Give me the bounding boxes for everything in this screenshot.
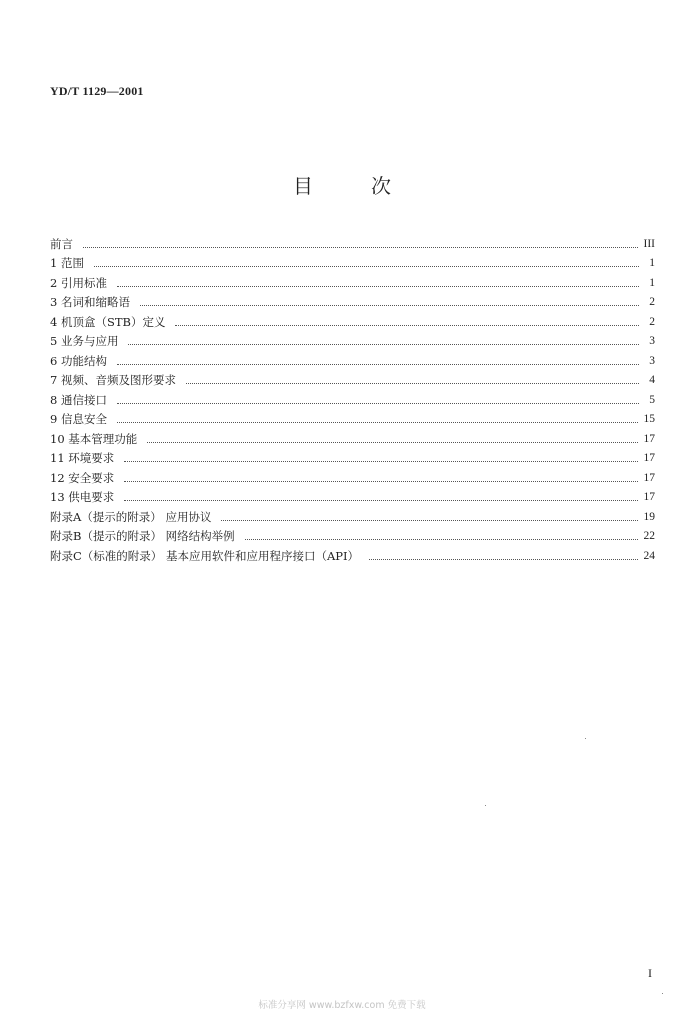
dot-leader (117, 403, 639, 404)
toc-entry-5[interactable] (50, 329, 655, 349)
toc-entry-label: 3 名词和缩略语 (50, 295, 130, 309)
dot-leader (221, 520, 637, 521)
dot-leader (124, 481, 637, 482)
toc-entry-page: 15 (643, 413, 655, 425)
toc-entry-page: 5 (649, 393, 655, 406)
toc-entry-7[interactable] (50, 368, 655, 388)
toc-entry-label: 前言 (50, 236, 73, 251)
toc-entry-9[interactable] (50, 407, 655, 427)
toc-entry-2[interactable] (50, 270, 655, 290)
toc-entry-page: 3 (649, 354, 655, 367)
toc-entry-13[interactable] (50, 485, 655, 505)
toc-entry-label: 7 视频、音频及图形要求 (50, 373, 176, 387)
dot-leader (124, 461, 637, 462)
dot-leader (147, 442, 637, 443)
dot-leader (140, 305, 639, 306)
toc-entry-page: 3 (649, 335, 655, 347)
toc-entry-3[interactable] (50, 290, 655, 310)
scan-speck (585, 738, 586, 739)
toc-entry-appendix-a[interactable] (50, 504, 655, 524)
toc-entry-appendix-c[interactable] (50, 543, 655, 563)
toc-entry-12[interactable] (50, 465, 655, 485)
toc-title (0, 170, 684, 199)
toc-entry-page: 2 (649, 315, 655, 328)
toc-entry-page: III (643, 237, 655, 250)
toc-entry-4[interactable] (50, 309, 655, 329)
scan-speck (485, 805, 486, 806)
toc-entry-label: 11 环境要求 (50, 451, 115, 465)
dot-leader (245, 539, 638, 540)
toc-entry-page: 2 (649, 296, 655, 308)
toc-entry-page: 1 (649, 257, 655, 269)
toc-entry-10[interactable] (50, 426, 655, 446)
toc-entry-page: 17 (643, 471, 655, 484)
toc-entry-11[interactable] (50, 446, 655, 466)
toc-entry-label: 8 通信接口 (50, 392, 107, 407)
toc-entry-label: 附录C（标准的附录） 基本应用软件和应用程序接口（API） (50, 548, 360, 563)
toc-entry-label: 9 信息安全 (50, 412, 107, 426)
toc-entry-8[interactable] (50, 387, 655, 407)
toc-entry-label: 13 供电要求 (50, 490, 115, 504)
toc-entry-label: 12 安全要求 (50, 470, 115, 485)
standard-code: YD/T 1129—2001 (50, 84, 144, 98)
toc-entry-label: 附录B（提示的附录） 网络结构举例 (50, 529, 235, 543)
toc-entry-page: 19 (643, 510, 655, 523)
toc-entry-page: 4 (649, 374, 655, 386)
dot-leader (124, 500, 637, 501)
dot-leader (175, 325, 639, 326)
toc-entry-label: 1 范围 (50, 256, 84, 270)
dot-leader (117, 286, 639, 287)
dot-leader (117, 422, 638, 423)
dot-leader (117, 364, 639, 365)
toc-entry-page: 17 (643, 452, 655, 464)
toc-entry-page: 1 (649, 276, 655, 289)
toc-entry-label: 附录A（提示的附录） 应用协议 (50, 509, 212, 524)
dot-leader (128, 344, 639, 345)
toc-entry-foreword[interactable] (50, 231, 655, 251)
toc-entry-1[interactable] (50, 251, 655, 271)
dot-leader (369, 559, 637, 560)
toc-entry-appendix-b[interactable] (50, 524, 655, 544)
dot-leader (83, 247, 638, 248)
toc-title-part1: 目 (293, 174, 313, 198)
toc-entry-page: 17 (643, 432, 655, 445)
dot-leader (94, 266, 639, 267)
toc-title-part2: 次 (371, 174, 391, 198)
toc-entry-page: 22 (643, 530, 655, 542)
toc-list (50, 231, 655, 563)
toc-entry-6[interactable] (50, 348, 655, 368)
toc-entry-label: 5 业务与应用 (50, 334, 119, 348)
page-number: I (648, 966, 652, 980)
toc-entry-label: 6 功能结构 (50, 353, 107, 368)
toc-entry-page: 17 (643, 491, 655, 503)
dot-leader (186, 383, 639, 384)
toc-entry-label: 2 引用标准 (50, 275, 107, 290)
watermark-text: 标准分享网 www.bzfxw.com 免费下载 (258, 1000, 426, 1011)
toc-entry-label: 4 机顶盒（STB）定义 (50, 314, 166, 329)
toc-entry-page: 24 (643, 549, 655, 562)
toc-entry-label: 10 基本管理功能 (50, 431, 138, 446)
scan-speck (662, 993, 663, 994)
